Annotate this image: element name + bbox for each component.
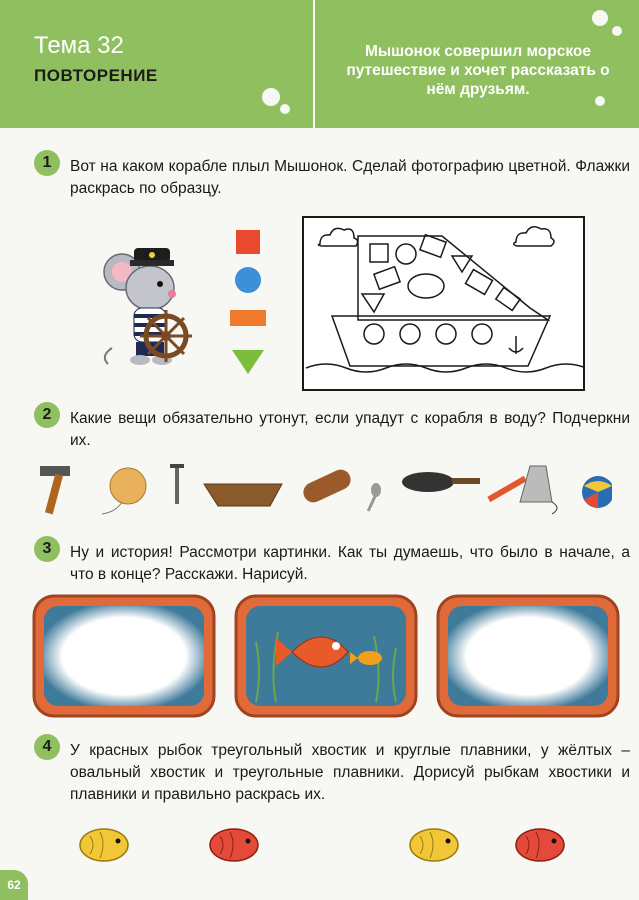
ball-icon bbox=[582, 476, 612, 508]
blue-circle-sample bbox=[235, 267, 261, 293]
red-fish-icon[interactable] bbox=[516, 829, 564, 861]
header-banner bbox=[0, 0, 639, 128]
intro-text: Мышонок совершил морское путешествие и хочет рассказать о нём друзьям. bbox=[346, 43, 610, 98]
red-square-sample bbox=[236, 230, 260, 254]
red-fish-icon[interactable] bbox=[210, 829, 258, 861]
fish-row bbox=[70, 820, 570, 870]
task-number: 3 bbox=[34, 536, 60, 562]
green-triangle-sample bbox=[232, 350, 264, 374]
header-divider bbox=[313, 0, 315, 128]
task-text: У красных рыбок треугольный хвостик и круглые плавники, у жёлтых – овальный хвостик и треугольные плавники. Дорисуй рыбкам хвостики и плавники и правильно раскрась их. bbox=[70, 742, 630, 803]
mouse-sailor-illustration bbox=[100, 238, 200, 366]
story-frame-3[interactable] bbox=[438, 596, 618, 716]
iron-icon bbox=[520, 466, 557, 514]
color-legend bbox=[222, 226, 272, 378]
balloon-icon bbox=[102, 468, 146, 514]
decor-dot bbox=[262, 88, 280, 106]
yellow-fish-icon[interactable] bbox=[80, 829, 128, 861]
page-number: 62 bbox=[0, 870, 28, 900]
task-number: 1 bbox=[34, 150, 60, 176]
nail-icon bbox=[170, 464, 184, 504]
hammer-icon bbox=[40, 466, 70, 514]
task-text: Какие вещи обязательно утонут, если упадут с корабля в воду? Подчеркни их. bbox=[70, 410, 630, 449]
items-row bbox=[32, 456, 612, 526]
spoon-icon bbox=[367, 483, 381, 512]
story-frame-1[interactable] bbox=[34, 596, 214, 716]
task-number: 2 bbox=[34, 402, 60, 428]
decor-dot bbox=[592, 10, 608, 26]
boat-icon bbox=[204, 484, 282, 506]
frying-pan-icon bbox=[402, 472, 480, 492]
decor-dot bbox=[612, 26, 622, 36]
orange-rect-sample bbox=[230, 310, 266, 326]
task-text: Вот на каком корабле плыл Мышонок. Сделай фотографию цветной. Флажки раскрась по образцу. bbox=[70, 158, 630, 197]
ship-outline-picture[interactable] bbox=[302, 216, 585, 391]
task-number: 4 bbox=[34, 734, 60, 760]
topic-subtitle: ПОВТОРЕНИЕ bbox=[34, 66, 158, 85]
story-frame-2 bbox=[236, 596, 416, 716]
story-frames bbox=[30, 592, 620, 722]
task-text: Ну и история! Рассмотри картинки. Как ты думаешь, что было в начале, а что в конце? Расскажи. Нарисуй. bbox=[70, 544, 630, 583]
topic-title: Тема 32 bbox=[34, 32, 124, 59]
log-icon bbox=[300, 466, 354, 505]
decor-dot bbox=[280, 104, 290, 114]
yellow-fish-icon[interactable] bbox=[410, 829, 458, 861]
